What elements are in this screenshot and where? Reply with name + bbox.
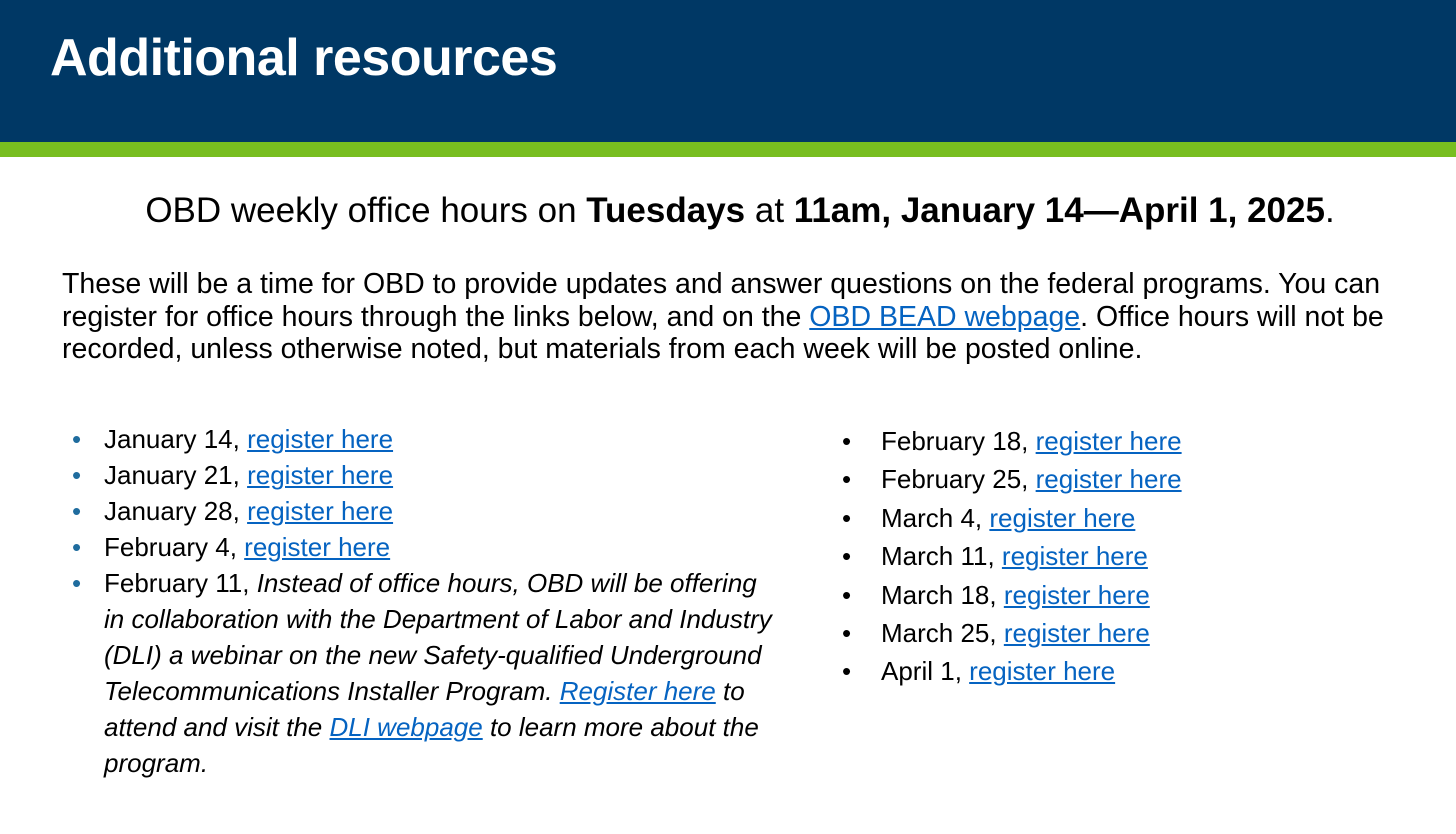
bullet: • bbox=[72, 496, 82, 526]
schedule-item bbox=[842, 537, 1402, 575]
subtitle-text: OBD weekly office hours on bbox=[145, 191, 587, 230]
schedule-item bbox=[842, 422, 1402, 460]
item-date: January 28, bbox=[104, 496, 248, 526]
item-date: January 21, bbox=[104, 460, 248, 490]
bullet: • bbox=[842, 618, 852, 649]
webinar-register-link[interactable]: Register here bbox=[559, 676, 716, 706]
intro-text: . Office hours will not be recorded, unless otherwise noted, but materials from each week will be posted online. bbox=[62, 300, 1384, 365]
item-date: February 4, bbox=[104, 532, 245, 562]
schedule-item bbox=[842, 652, 1402, 690]
left-schedule-list bbox=[62, 421, 782, 781]
item-date: March 4, bbox=[881, 502, 990, 533]
register-link[interactable]: register here bbox=[1003, 579, 1150, 610]
item-date: February 25, bbox=[881, 464, 1036, 495]
bullet: • bbox=[72, 460, 82, 490]
register-link[interactable]: register here bbox=[247, 460, 394, 490]
schedule-item bbox=[842, 614, 1402, 652]
accent-divider bbox=[0, 142, 1456, 157]
bullet: • bbox=[72, 424, 82, 454]
special-item-feb-11 bbox=[62, 565, 782, 781]
intro-text: These will be a time for OBD to provide updates and answer questions on the federal programs. You can register for office hours through the links below, and on the bbox=[62, 268, 1381, 333]
bullet: • bbox=[842, 579, 852, 610]
header-banner bbox=[0, 0, 1456, 142]
bullet: • bbox=[72, 568, 82, 598]
bullet: • bbox=[72, 532, 82, 562]
register-link[interactable]: register here bbox=[247, 496, 394, 526]
dli-webpage-link[interactable]: DLI webpage bbox=[329, 712, 483, 742]
bullet: • bbox=[842, 426, 852, 456]
schedule-item bbox=[842, 499, 1402, 537]
intro-paragraph bbox=[62, 268, 1432, 366]
register-link[interactable]: register here bbox=[989, 502, 1136, 533]
schedule-item bbox=[842, 576, 1402, 614]
register-link[interactable]: register here bbox=[1035, 426, 1182, 456]
office-hours-subtitle bbox=[0, 191, 1456, 231]
register-link[interactable]: register here bbox=[244, 532, 391, 562]
right-schedule-list bbox=[842, 422, 1402, 691]
schedule-item bbox=[62, 421, 782, 457]
subtitle-text: at bbox=[745, 191, 794, 230]
item-date: March 11, bbox=[881, 541, 1002, 572]
bullet: • bbox=[842, 541, 852, 572]
item-note: to learn more about the program. bbox=[104, 712, 759, 778]
obd-bead-webpage-link[interactable]: OBD BEAD webpage bbox=[809, 300, 1081, 333]
bullet: • bbox=[842, 464, 852, 495]
register-link[interactable]: register here bbox=[1003, 618, 1150, 649]
register-link[interactable]: register here bbox=[1035, 464, 1182, 495]
subtitle-bold-dates: 11am, January 14—April 1, 2025 bbox=[793, 191, 1325, 230]
schedule-item bbox=[62, 493, 782, 529]
register-link[interactable]: register here bbox=[969, 656, 1116, 687]
item-date: February 18, bbox=[881, 426, 1036, 456]
bullet: • bbox=[842, 656, 852, 687]
item-note: to attend and visit the bbox=[104, 676, 745, 742]
subtitle-text: . bbox=[1324, 191, 1335, 230]
item-date: March 18, bbox=[881, 579, 1004, 610]
item-date: January 14, bbox=[104, 424, 248, 454]
item-date: April 1, bbox=[881, 656, 970, 687]
register-link[interactable]: register here bbox=[1001, 541, 1148, 572]
subtitle-bold-day: Tuesdays bbox=[586, 191, 746, 230]
schedule-item bbox=[62, 529, 782, 565]
register-link[interactable]: register here bbox=[247, 424, 394, 454]
page-title: Additional resources bbox=[50, 29, 558, 87]
schedule-item bbox=[62, 457, 782, 493]
schedule-item bbox=[842, 460, 1402, 498]
item-date: March 25, bbox=[881, 618, 1004, 649]
item-date: February 11, bbox=[104, 568, 257, 598]
item-note: Instead of office hours, OBD will be offering in collaboration with the Department of Labor and Industry (DLI) a webinar on the new Safety-qualified Underground Telecommunications Installer Program. bbox=[104, 568, 772, 706]
bullet: • bbox=[842, 502, 852, 533]
